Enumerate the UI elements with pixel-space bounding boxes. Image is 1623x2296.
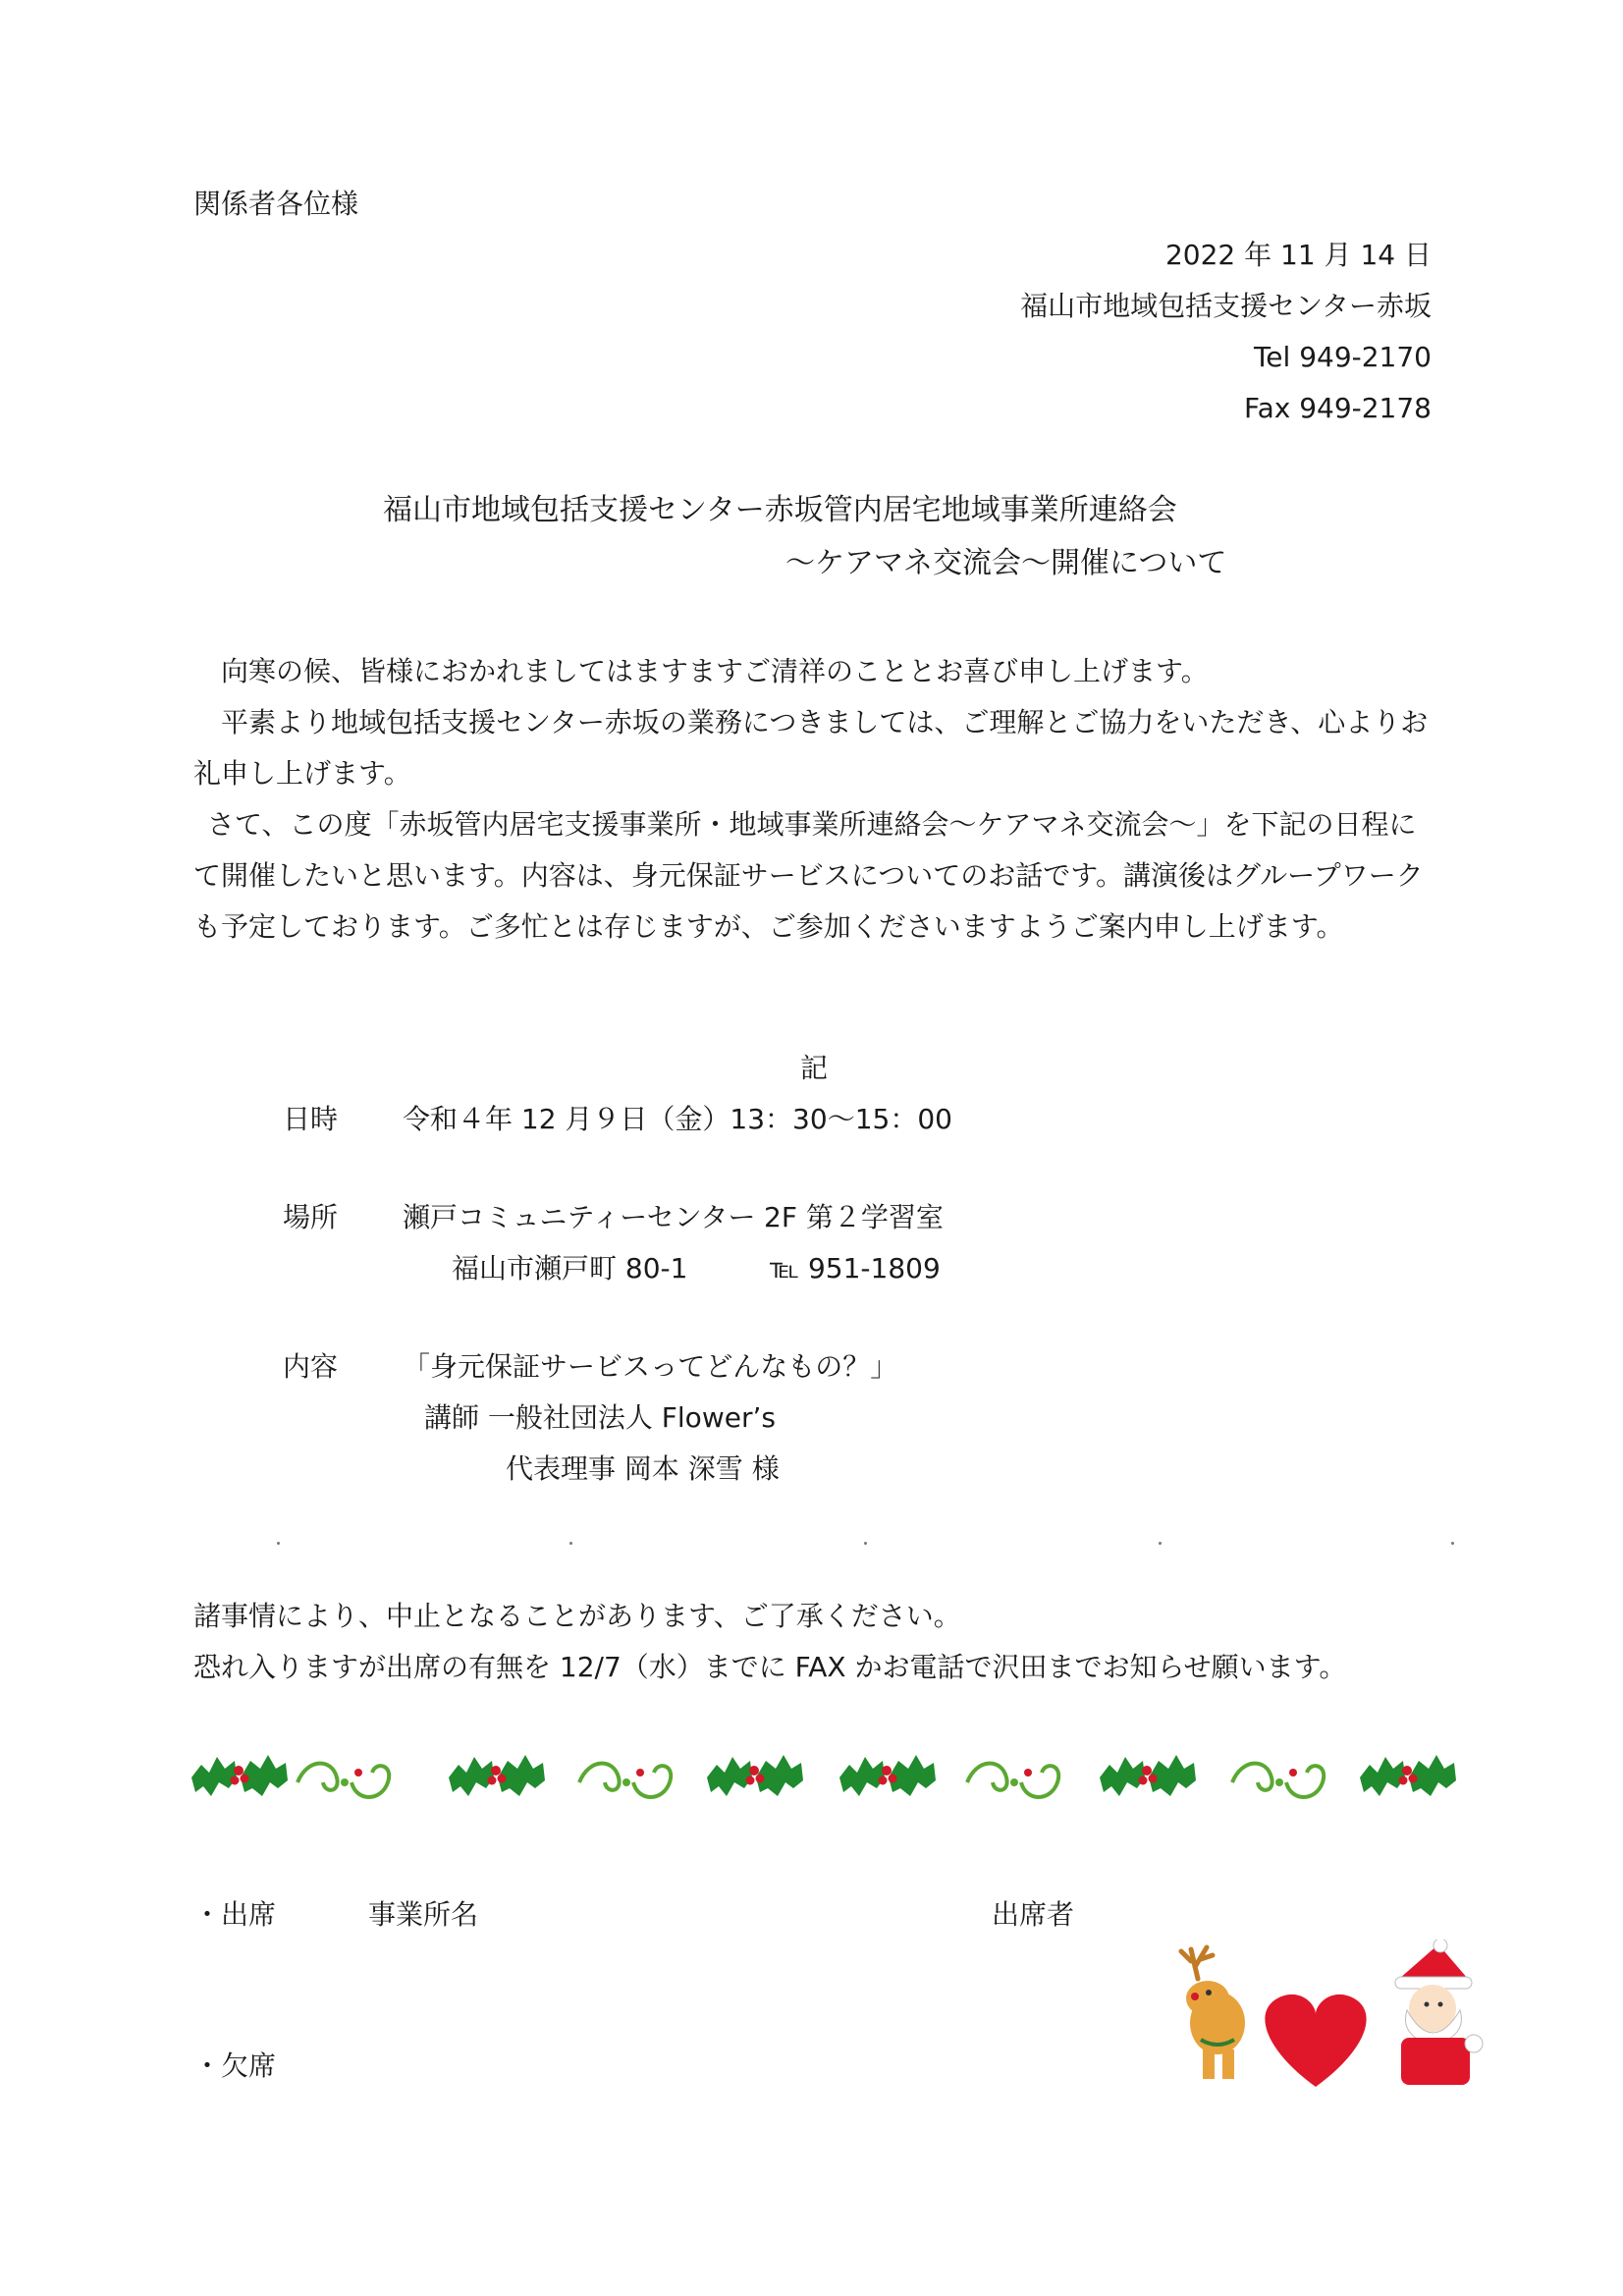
holly-garland-decoration	[191, 1738, 1488, 1807]
content-label: 内容	[283, 1350, 339, 1383]
separator-dot	[1159, 1542, 1162, 1545]
place-label: 場所	[283, 1201, 339, 1233]
issue-date: 2022 年 11 月 14 日	[1164, 239, 1432, 271]
salutation: 関係者各位様	[193, 188, 359, 220]
notes-line-2: 恐れ入りますが出席の有無を 12/7（水）までに FAX かお電話で沢田までお知らせ願います。	[193, 1651, 1347, 1683]
notice-heading: 記	[800, 1052, 829, 1084]
datetime-label: 日時	[283, 1103, 339, 1135]
content-title: 「身元保証サービスってどんなもの？」	[403, 1350, 898, 1383]
holly-sprig	[1360, 1755, 1456, 1796]
absent-option: ・欠席	[193, 2050, 277, 2082]
holly-sprig	[191, 1755, 288, 1796]
christmas-illustration	[1173, 1940, 1497, 2097]
title-line-2: ～ケアマネ交流会～開催について	[785, 546, 1227, 580]
place-address: 福山市瀬戸町 80-1	[452, 1252, 688, 1285]
letter-body	[193, 646, 1435, 953]
vine-swirl	[298, 1764, 389, 1797]
office-name-label: 事業所名	[368, 1898, 479, 1931]
place-room: 2F 第２学習室	[764, 1201, 944, 1233]
body-paragraph-3: さて、この度「赤坂管内居宅支援事業所・地域事業所連絡会～ケアマネ交流会～」を下記の日程にて開催したいと思います。内容は、身元保証サービスについてのお話です。講演後はグループワークも予定しております。ご多忙とは存じますが、ご参加くださいますようご案内申し上げます。	[193, 808, 1424, 943]
notes-line-1: 諸事情により、中止となることがあります、ご了承ください。	[193, 1600, 961, 1632]
separator-dot	[864, 1542, 867, 1545]
holly-sprig	[1100, 1755, 1196, 1796]
title-line-1: 福山市地域包括支援センター赤坂管内居宅地域事業所連絡会	[383, 493, 1177, 527]
holly-sprig	[839, 1755, 936, 1796]
place-name: 瀬戸コミュニティーセンター	[403, 1201, 756, 1233]
lecturer-name: 代表理事 岡本 深雪 様	[506, 1452, 780, 1485]
body-paragraph-2: 平素より地域包括支援センター赤坂の業務につきましては、ご理解とご協力をいただき、心よりお礼申し上げます。	[193, 706, 1429, 790]
separator-dot	[1451, 1542, 1454, 1545]
reindeer-icon	[1181, 1947, 1245, 2079]
vine-swirl	[579, 1764, 671, 1797]
heart-icon	[1265, 1995, 1366, 2087]
datetime-value: 令和４年 12 月９日（金）13：30～15：00	[403, 1103, 952, 1135]
separator-dot	[277, 1542, 280, 1545]
sender-fax: Fax 949-2178	[1244, 392, 1432, 424]
body-paragraph-1: 向寒の候、皆様におかれましてはますますご清祥のこととお喜び申し上げます。	[221, 655, 1209, 687]
vine-swirl	[967, 1764, 1058, 1797]
vine-swirl	[1232, 1764, 1324, 1797]
sender-organization: 福山市地域包括支援センター赤坂	[1020, 290, 1432, 322]
attend-option: ・出席	[193, 1898, 277, 1931]
santa-icon	[1395, 1940, 1483, 2085]
holly-sprig	[449, 1755, 545, 1796]
separator-dot	[569, 1542, 572, 1545]
attendee-label: 出席者	[992, 1898, 1075, 1931]
lecturer-line: 講師 一般社団法人 Flower’s	[424, 1401, 776, 1434]
place-tel: ℡ 951-1809	[770, 1252, 941, 1285]
holly-sprig	[707, 1755, 803, 1796]
sender-tel: Tel 949-2170	[1253, 341, 1432, 373]
